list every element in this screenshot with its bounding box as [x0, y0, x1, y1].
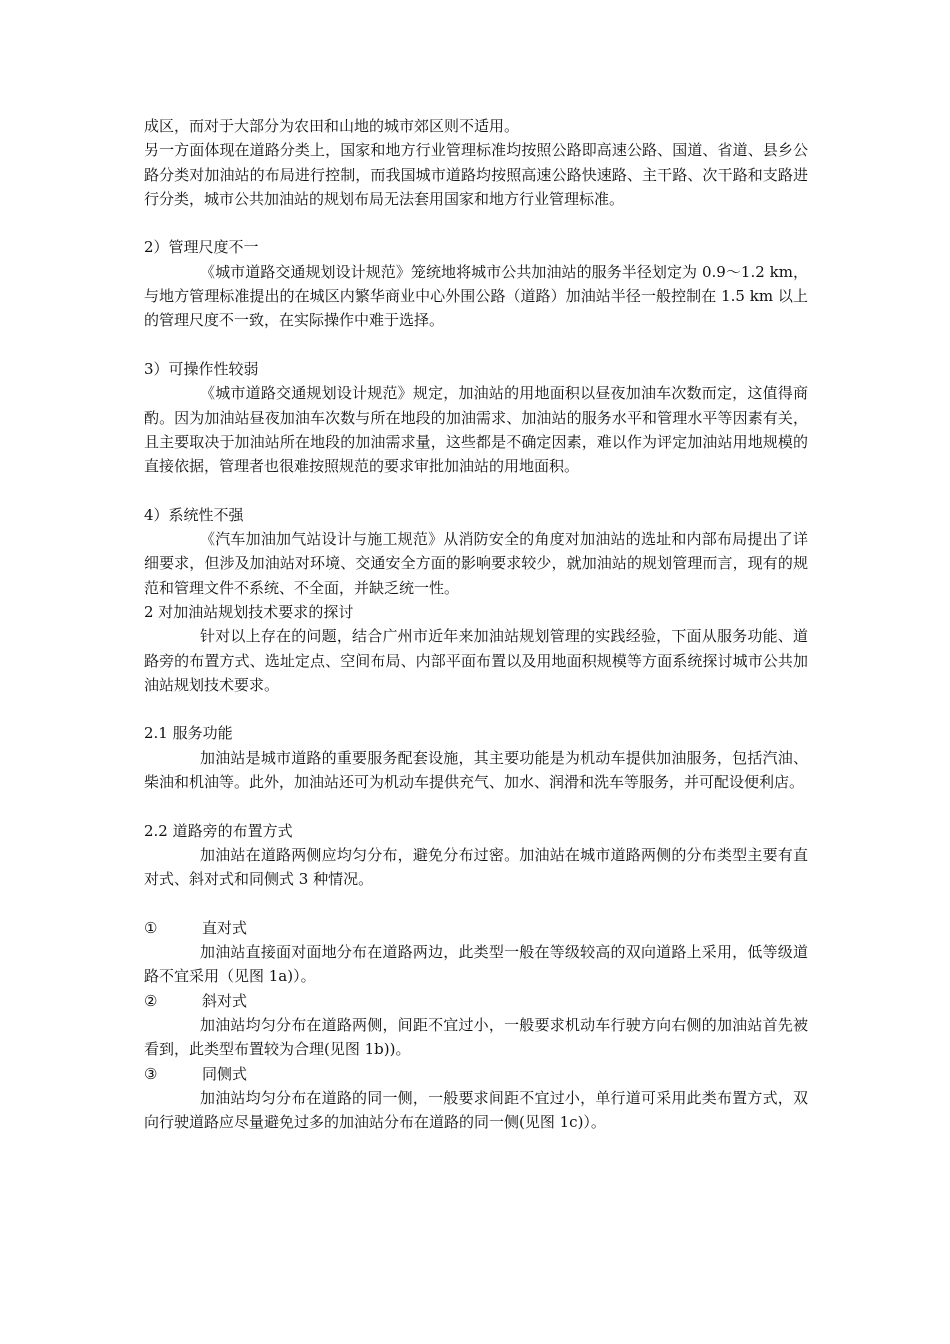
enum-item-diagonal — [144, 989, 808, 1013]
heading-management-scale: 2）管理尺度不一 — [144, 238, 259, 257]
enum-title: 同侧式 — [202, 1064, 248, 1083]
paragraph-section-2: 针对以上存在的问题，结合广州市近年来加油站规划管理的实践经验，下面从服务功能、道路旁的布置方式、选址定点、空间布局、内部平面布置以及用地面积规模等方面系统探讨城市公共加油站规划技术要求。 — [144, 627, 808, 694]
enum-number: ① — [144, 918, 158, 937]
heading-section-2: 2 对加油站规划技术要求的探讨 — [144, 602, 354, 621]
paragraph-direct: 加油站直接面对面地分布在道路两边，此类型一般在等级较高的双向道路上采用，低等级道路不宜采用（见图 1a)）。 — [144, 943, 808, 986]
enum-item-same-side — [144, 1062, 808, 1086]
paragraph-service-function: 加油站是城市道路的重要服务配套设施，其主要功能是为机动车提供加油服务，包括汽油、柴油和机油等。此外，加油站还可为机动车提供充气、加水、润滑和洗车等服务，并可配设便利店。 — [144, 748, 808, 792]
document-page — [144, 114, 808, 1134]
enum-number: ③ — [144, 1064, 158, 1083]
paragraph-roadside-layout: 加油站在道路两侧应均匀分布，避免分布过密。加油站在城市道路两侧的分布类型主要有直对式、斜对式和同侧式 3 种情况。 — [144, 845, 808, 889]
heading-operability: 3）可操作性较弱 — [144, 359, 259, 378]
heading-systematic: 4）系统性不强 — [144, 505, 244, 524]
enum-title: 直对式 — [202, 918, 248, 937]
enum-title: 斜对式 — [202, 991, 248, 1010]
paragraph-management-scale: 《城市道路交通规划设计规范》笼统地将城市公共加油站的服务半径划定为 0.9～1.2 km，与地方管理标准提出的在城区内繁华商业中心外围公路（道路）加油站半径一般控制在 1.5 km 以上的管理尺度不一致，在实际操作中难于选择。 — [144, 262, 808, 330]
heading-roadside-layout: 2.2 道路旁的布置方式 — [144, 821, 293, 840]
enum-item-direct — [144, 916, 808, 940]
paragraph-operability: 《城市道路交通规划设计规范》规定，加油站的用地面积以昼夜加油车次数而定，这值得商酌。因为加油站昼夜加油车次数与所在地段的加油需求、加油站的服务水平和管理水平等因素有关，且主要取决于加油站所在地段的加油需求量，这些都是不确定因素，难以作为评定加油站用地规模的直接依据，管理者也很难按照规范的要求审批加油站的用地面积。 — [144, 384, 808, 476]
enum-number: ② — [144, 991, 158, 1010]
heading-service-function: 2.1 服务功能 — [144, 724, 233, 743]
paragraph-intro-continued: 成区，而对于大部分为农田和山地的城市郊区则不适用。 — [144, 117, 520, 135]
paragraph-diagonal: 加油站均匀分布在道路两侧，间距不宜过小，一般要求机动车行驶方向右侧的加油站首先被看到，此类型布置较为合理(见图 1b))。 — [144, 1015, 808, 1059]
paragraph-same-side: 加油站均匀分布在道路的同一侧，一般要求间距不宜过小，单行道可采用此类布置方式，双向行驶道路应尽量避免过多的加油站分布在道路的同一侧(见图 1c)）。 — [144, 1088, 808, 1132]
paragraph-road-classification: 另一方面体现在道路分类上，国家和地方行业管理标准均按照公路即高速公路、国道、省道、县乡公路分类对加油站的布局进行控制，而我国城市道路均按照高速公路快速路、主干路、次干路和支路进行分类，城市公共加油站的规划布局无法套用国家和地方行业管理标准。 — [144, 141, 808, 208]
paragraph-systematic: 《汽车加油加气站设计与施工规范》从消防安全的角度对加油站的选址和内部布局提出了详细要求，但涉及加油站对环境、交通安全方面的影响要求较少，就加油站的规划管理而言，现有的规范和管理文件不系统、不全面，并缺乏统一性。 — [144, 530, 808, 597]
